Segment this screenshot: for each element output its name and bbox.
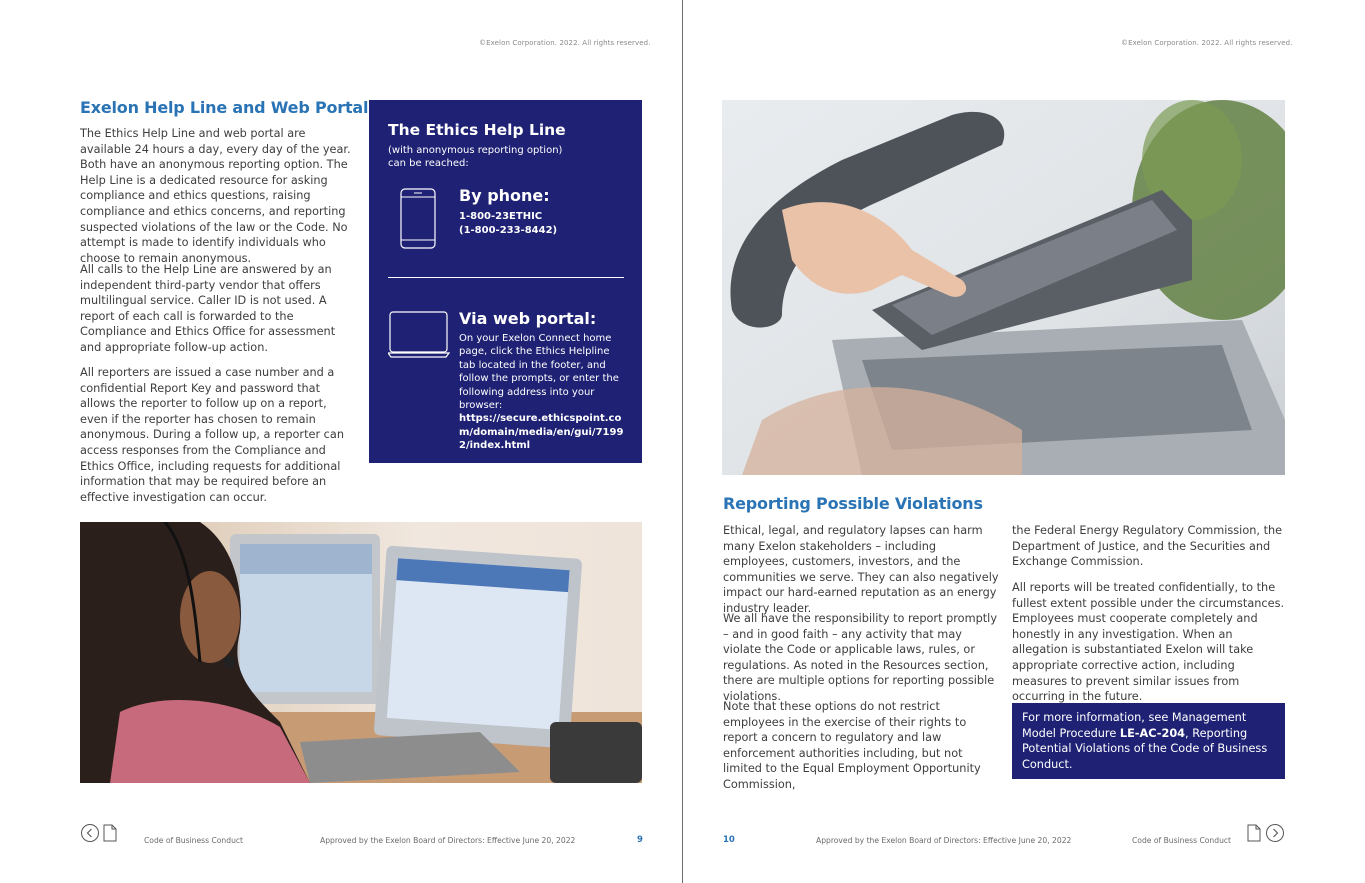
copyright-right: ©Exelon Corporation. 2022. All rights reserved. — [1121, 39, 1293, 47]
helpline-heading: Exelon Help Line and Web Portal — [80, 98, 369, 117]
violations-heading: Reporting Possible Violations — [723, 494, 983, 513]
desk-phone-photo — [722, 100, 1285, 475]
violations-paragraph-1: Ethical, legal, and regulatory lapses can harm many Exelon stakeholders – including employees, customers, investors, and the communities we serve. They can also negatively impact our hard-earned reputation as an energy industry leader. — [723, 524, 999, 615]
procedure-code: LE-AC-204 — [1119, 726, 1186, 740]
footer-approval-right: Approved by the Exelon Board of Directors: Effective June 20, 2022 — [816, 836, 1072, 845]
helpline-paragraph-1: The Ethics Help Line and web portal are available 24 hours a day, every day of the year. Both have an anonymous reporting option. The Help Line is a dedicated resource for asking compliance and ethics questions, raising compliance and ethics concerns, and reporting suspected violations of the law or the Code. No attempt is made to identify individuals who choose to remain anonymous. — [80, 127, 351, 265]
next-page-icon — [1267, 825, 1283, 841]
helpline-paragraph-2: All calls to the Help Line are answered by an independent third-party vendor that offers multilingual service. Caller ID is not used. A report of each call is forwarded to the Compliance and Ethics Office for assessment and appropriate follow-up action. — [80, 263, 336, 354]
copyright-left: ©Exelon Corporation. 2022. All rights reserved. — [479, 39, 651, 47]
ethics-helpline-box — [369, 100, 642, 463]
page-number-left: 9 — [637, 835, 643, 845]
page-divider — [682, 0, 683, 883]
footer-approval-left: Approved by the Exelon Board of Directors: Effective June 20, 2022 — [320, 836, 576, 845]
page-number-right: 10 — [723, 835, 735, 845]
violations-paragraph-3: Note that these options do not restrict employees in the exercise of their rights to report a concern to regulatory and law enforcement authorities including, but not limited to the Equal Employment Opportunity Commission, — [723, 700, 981, 791]
footer-title-left: Code of Business Conduct — [144, 836, 244, 845]
ethicspoint-link[interactable]: https://secure.ethicspoint.com/domain/media/en/gui/71992/index.html — [459, 413, 624, 452]
document-icon[interactable] — [1247, 824, 1261, 842]
phone-number-digits: (1-800-233-8442) — [459, 225, 558, 236]
info-box-text: For more information, see Management Model Procedure LE-AC-204, Reporting Potential Violations of the Code of Business Conduct. — [1022, 711, 1268, 771]
helpline-paragraph-3: All reporters are issued a case number and a confidential Report Key and password that allows the reporter to follow up on a report, even if the reporter has chosen to remain anonymous. During a follow up, a reporter can access responses from the Compliance and Ethics Office, including requests for additional information that may be required before an effective investigation can occur. — [80, 366, 344, 504]
web-portal-text: On your Exelon Connect home page, click the Ethics Helpline tab located in the footer, and follow the prompts, or enter the following address into your browser: https://secure.ethicspoint.com/domain/media/en/gui/71992/index.html — [459, 333, 624, 452]
web-portal-heading: Via web portal: — [459, 309, 597, 328]
violations-paragraph-5: All reports will be treated confidentially, to the fullest extent possible under the circumstances. Employees must cooperate completely and honestly in any investigation. When an allegation is substantiated Exelon will take appropriate corrective action, including measures to prevent similar issues from occurring in the future. — [1012, 581, 1285, 704]
phone-number: 1-800-23ETHIC — [459, 211, 543, 222]
phone-icon — [400, 188, 436, 249]
violations-paragraph-4: the Federal Energy Regulatory Commission, the Department of Justice, and the Securities and Exchange Commission. — [1012, 524, 1283, 569]
call-center-photo — [80, 522, 642, 783]
next-page-button[interactable] — [1266, 824, 1284, 842]
prev-page-button[interactable] — [81, 824, 99, 842]
violations-paragraph-2: We all have the responsibility to report promptly – and in good faith – any activity that may violate the Code or applicable laws, rules, or regulations. As noted in the Resources section, there are multiple options for reporting possible violations. — [723, 612, 998, 703]
laptop-icon — [388, 311, 450, 359]
box-subtitle: (with anonymous reporting option) can be reached: — [388, 145, 563, 169]
info-box — [1012, 703, 1285, 779]
box-title: The Ethics Help Line — [388, 121, 566, 139]
document-icon[interactable] — [103, 824, 117, 842]
box-divider — [388, 277, 624, 278]
prev-page-icon — [82, 825, 98, 841]
footer-title-right: Code of Business Conduct — [1132, 836, 1232, 845]
phone-heading: By phone: — [459, 186, 550, 205]
